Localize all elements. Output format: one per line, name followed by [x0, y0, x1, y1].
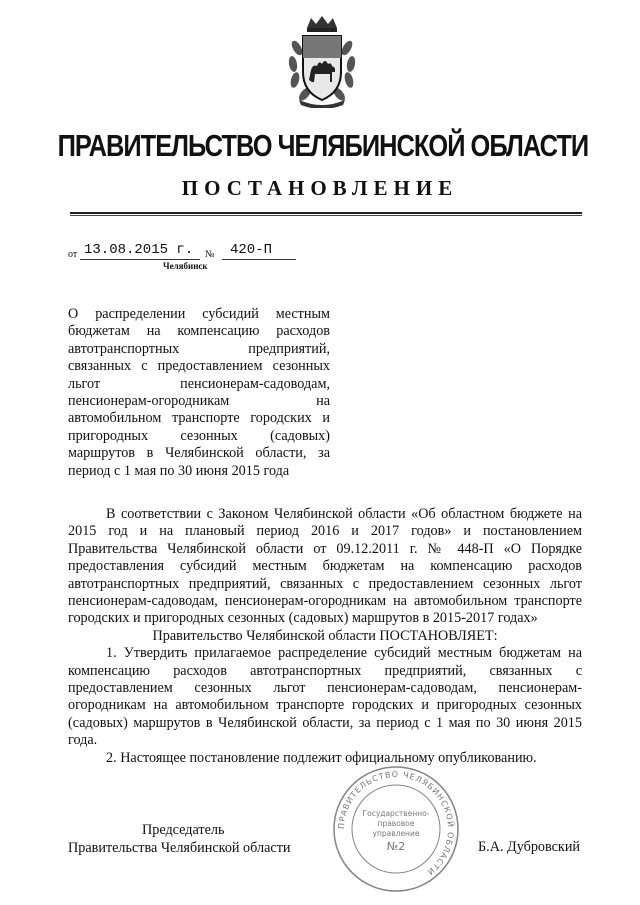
date-underline — [80, 259, 200, 260]
document-date: 13.08.2015 г. — [84, 242, 194, 258]
document-number: 420-П — [230, 242, 273, 258]
document-subject — [68, 306, 330, 480]
stamp-center-line-4: №2 — [386, 840, 406, 853]
header-divider-thin — [70, 215, 582, 216]
date-prefix: от — [68, 249, 78, 260]
document-type: ПОСТАНОВЛЕНИЕ — [181, 176, 459, 200]
coat-of-arms-icon — [285, 14, 359, 108]
government-name: ПРАВИТЕЛЬСТВО ЧЕЛЯБИНСКОЙ ОБЛАСТИ — [57, 128, 589, 163]
stamp-center-line-2: правовое — [377, 819, 415, 828]
signatory-name: Б.А. Дубровский — [478, 839, 581, 855]
official-stamp — [330, 764, 462, 894]
city-name: Челябинск — [163, 261, 208, 271]
item-1-paragraph: 1. Утвердить прилагаемое распределение субсидий местным бюджетам на компенсацию расходов автотранспортных предприятий, связанных с предоставлением сезонных льгот пенсионерам-садоводам, пенсионерам-огородникам на автомобильном транспорте городских и пригородных сезонных (садовых) маршрутов в Челябинской области, за период с 1 мая по 30 июня 2015 года. — [68, 645, 582, 749]
number-underline — [222, 259, 296, 260]
document-body — [68, 506, 582, 767]
stamp-ring-text: ПРАВИТЕЛЬСТВО ЧЕЛЯБИНСКОЙ ОБЛАСТИ — [336, 769, 456, 877]
role-line-1: Председатель — [142, 822, 225, 838]
role-line-2: Правительства Челябинской области — [68, 840, 291, 856]
number-prefix: № — [205, 249, 215, 260]
stamp-center-line-3: управление — [372, 829, 420, 838]
header-divider — [70, 212, 582, 214]
item-2-paragraph: 2. Настоящее постановление подлежит официальному опубликованию. — [106, 749, 537, 766]
preamble-paragraph: В соответствии с Законом Челябинской области «Об областном бюджете на 2015 год и на плановый период 2016 и 2017 годов» и постановлением Правительства Челябинской области от 09.12.2011 г. № 448-П «О Порядке предоставления субсидий местным бюджетам на компенсацию расходов автотранспортных предприятий, связанных с предоставлением сезонных льгот пенсионерам-садоводам, пенсионерам-огородникам на автомобильном транспорте городских и пригородных сезонных (садовых) маршрутов в 2015-2017 годах» — [68, 506, 582, 627]
stamp-center-line-1: Государственно- — [362, 809, 430, 818]
subject-text: О распределении субсидий местным бюджетам на компенсацию расходов автотранспортных предприятий, связанных с предоставлением сезонных льгот пенсионерам-садоводам, пенсионерам-огородникам на автомобильном транспорте городских и пригородных сезонных (садовых) маршрутов в Челябинской области, за период с 1 мая по 30 июня 2015 года — [68, 306, 330, 479]
resolves-line: Правительство Челябинской области ПОСТАНОВЛЯЕТ: — [152, 627, 498, 644]
signatory-role — [68, 821, 318, 857]
